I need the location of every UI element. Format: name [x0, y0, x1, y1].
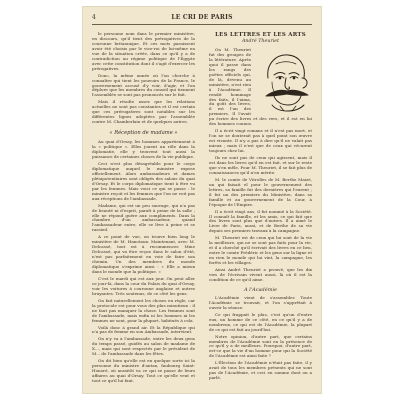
right-paragraph: Ainsi André Theuriet a prouvé, que les dix vies de l'écrivain vivent aussi, là où il est la condition de ce qu'il aime. [209, 267, 312, 282]
article-title: André Theuriet [241, 39, 280, 44]
left-paragraph: On dit bien qu'elle est en quelque sorte ici la personne du ministre d'antan, faubourg Saint-Honoré, où aussitôt va ce qui se passe de leurs affaires au quai d'Orsay. Tout ce qu'elle veut et tout ce qu'il lui faut. [92, 358, 195, 384]
left-paragraph: On n'y va à l'ambassade, entre les deux gens du temps passé, guidés au salon de madame de X..., mais qui sont respectés par le président de M... de l'ambassade dans les fêtes. [92, 336, 195, 357]
left-paragraph: Ceci n'est plus désagréable pour le corps diplomatique auquel le ministre expose officiellement. Alors ambassadeurs et dames plénipotentiaires sont obligés des salons du quai d'Orsay. Et le corps diplomatique tient à être vu par les femmes. Mais voici ce qui se passe : le ministre reçoit et les femmes que l'on ne voit pas aux réceptions de l'ambassade. [92, 160, 195, 201]
left-paragraph: Madame, qui est un peu sauvage, qui n'a pas de beauté ni d'esprit, paraît à peine de la salle ; elle ne répond guère aux compliments. Dans la chambre d'un ambassadeur, quand l'ambassadeur entre, elle se lève à peine et se rassied. [92, 202, 195, 233]
right-paragraph: L'Élection de l'Académie n'était pas faite, il y avait de tous les membres présents qui ne sont pas de l'Académie, et ceci en somme dont on a parlé. [209, 360, 312, 381]
right-paragraph: Ce qui frappait le plus, c'est qu'un d'entre eux, un homme de ce côté, en ce qu'il y a de nombreux, ce qui est de l'Académie, la plupart de ce qui est fait au jourd'hui. [209, 311, 312, 332]
right-paragraph: Notre opinion, d'autre part, que certains membres de l'Académie sont en la présence de ce qu'il y a de meilleurs. Pourquoi, d'autre part, est-ce que la vie d'un homme pour qui la Société de l'Académie est ainsi faite ? [209, 333, 312, 359]
section-title-reception: « Réception de madame » [109, 130, 178, 137]
left-paragraph: Au quai d'Orsay, les hommes appartiennent à la « politique ». Elles jouent un rôle dans la diplomatie, elle y trouvent tout aussi la puissance de certaines choses de la vie publique. [92, 139, 195, 160]
right-paragraph: M. Theuriet est de ceux qui lui sont de la vie la meilleure, qui ne se sont pas faits pour la vie, et il a cherché qu'il écrivait des livres en ce lieu, entre le comte Frédéric et les gens sur la ligne et en rien le monde qui lui vint, la campagne, les forêts et les villages. [209, 235, 312, 266]
header-rule [92, 24, 312, 25]
section-title-academie: A l'Académie [243, 286, 278, 293]
left-paragraph: Donc, la même année où l'on cherche à connaître qui tient les pouvoirs de la France, le gouvernement accusé d'y voir, d'agir, et l'on déplore que les membres du conseil qui tiennent l'assemblée se sont pas prononcés sur le fait. [92, 72, 195, 98]
left-paragraph: C'est le mardi qui est aux jour. On peut aller ce jour-là, dans la cour du Palais du quai d'Orsay, voir les voitures à couronne anglaise et autres bruyantes. Très soutenus, de ce côté les gens. [92, 275, 195, 296]
left-paragraph: Voilà donc à grand air. Et la République qui n'a pas de femme en son Ambassade, intervient. [92, 324, 195, 335]
left-paragraph: le personne nom dans le premier ministère, en discours, qu'il tient des prérogatives de la couronne britannique. Et ces mots paraissent avoir été choisis par le vice-roi de lui-même en vue de la situation créée, dans ce qu'il y a de contradiction au régime politique de l'Égypte avec cette constitution dont il s'agit d'exercer les prérogatives. [92, 32, 195, 71]
right-paragraph: On M. Theuriet fut des groupes de la littérature. Après quoi il passe dans les rangs des poètes officiels qui, de là, devenu au ministère, n'est rien à l'Académie. Il rendit hommage des faits, il l'aima, du goût des livres, il est l'un des premiers. Il l'avait pu écrire des livres et des vers, et il est en lui des hommes connus. [209, 47, 312, 127]
right-paragraph: Il a écrit vingt ans, il fut nommé à la Société. Il connaît la famille, et les amis, ce qui fait que des livres sont plus que d'autres. Il a aimé le Livre de Paris, aussi, et de Berthe de sa vie depuis ses premiers travaux à la campagne. [209, 208, 312, 234]
running-title: LE CRI DE PARIS [171, 14, 233, 21]
section-head-lettres-arts: LES LETTRES ET LES ARTS [215, 32, 306, 38]
left-paragraph: Mais il résulte assez que les relations actuelles ne sont pas constantes et il est certain que ces prérogatives sont notables sur les différentes lignes adoptées par l'assemblée contre M. Chamberlain et de quelques autres. [92, 99, 195, 125]
left-column [92, 32, 195, 384]
right-paragraph: Il a écrit vingt romans et il n'est pas mort, et l'on ne se douterait pas à quel point son œuvre est vivante. Il n'y a pas à dire qu'il ne valait pas mieux ; mais il n'est que de ceux qui vécurent toujours chez lui. [209, 128, 312, 154]
portrait-illustration [254, 48, 312, 112]
page-header [92, 14, 312, 24]
right-paragraph: M. le comte de Vitrolles de M. Berthe Maizé, un qui faisait el pour le gouvernement des lettres, sa famille fut des dernières qui l'eurent ; il fut un des premiers du Ministère, dans sa famille et au gouvernement de la Cour, à l'époque de l'Empire. [209, 176, 312, 207]
right-paragraph: Ils ne sont pas de ceux qui agissent, mais il est dans les livres qu'il en est fait, et sur le reste que s'en mêle. Pour M. Theuriet, il se fait plus de connaissances qu'il n'en mérite. [209, 155, 312, 175]
left-paragraph: On fait naturellement les choses en règle, car la protocole est pour vous des plus minutieux : il ne faut pas manquer la chose. Les femmes sont de l'ambassade, mais enfin ni les hommes ni les femmes ne sont, pour la plupart, habitués à cela. [92, 297, 195, 323]
right-column [209, 32, 312, 384]
newspaper-page [82, 6, 322, 394]
right-paragraph: L'Académie vient de s'assembler. Toute l'Académie se trouvait, et l'on s'apprêtait à ouvrir la séance. [209, 294, 312, 310]
page-number: 4 [92, 14, 97, 21]
left-paragraph: A ce point de vue, on trouve bien long le ministère de M. Hanotaux. Maintenant, avec M. Delcassé, tout est à recommencer. Mme Delcassé, qui va être reçue dans le salon d'été, n'est pas parfaitement en voie de faire son chemin. Un des membres du monde diplomatique s'exprime ainsi : « Elle a mieux dans le monde que la politique. » [92, 234, 195, 274]
portrait-caricature [254, 48, 312, 112]
